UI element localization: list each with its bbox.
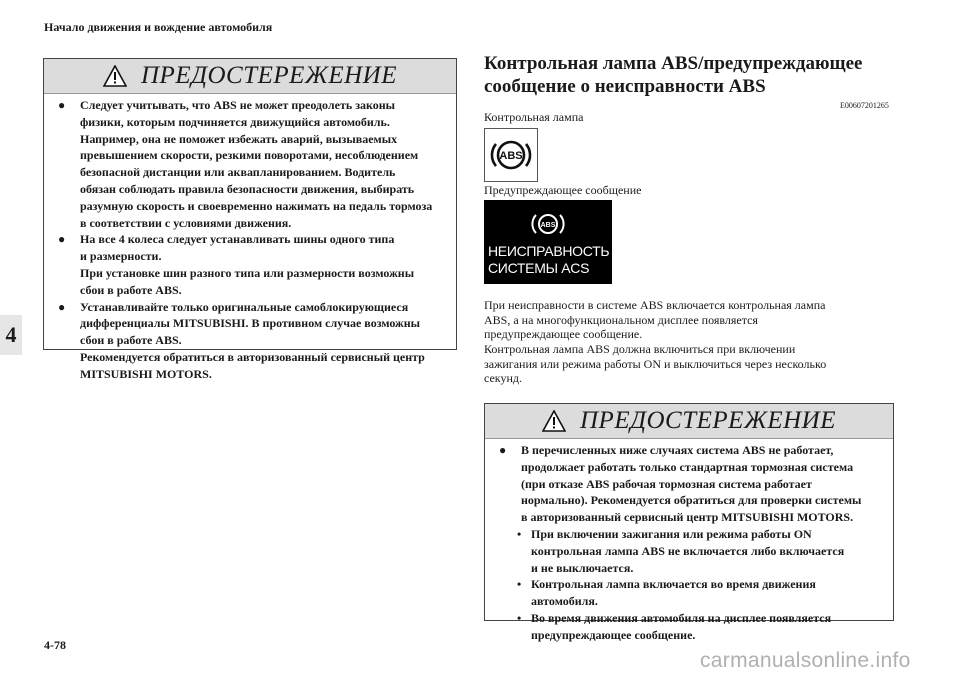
warning-line: Устанавливайте только оригинальные самоблокирующиеся — [80, 299, 409, 314]
warning-line: При включении зажигания или режима работы ON — [531, 526, 812, 541]
message-label: Предупреждающее сообщение — [484, 183, 642, 197]
paragraph-line: Контрольная лампа ABS должна включиться при включении — [484, 342, 796, 356]
paragraph-line: зажигания или режима работы ON и выключиться через несколько — [484, 356, 827, 371]
lamp-label: Контрольная лампа — [484, 110, 584, 124]
paragraph-line: предупреждающее сообщение. — [484, 327, 643, 341]
abs-lamp-frame — [484, 128, 538, 182]
warning-body — [44, 94, 456, 387]
warning-line: в авторизованный сервисный центр MITSUBISHI MOTORS. — [521, 510, 854, 525]
warning-title: ПРЕДОСТЕРЕЖЕНИЕ — [580, 407, 836, 434]
warning-line: дифференциалы MITSUBISHI. В противном случае возможны — [80, 316, 421, 331]
warning-line: безопасной дистанции или аквапланированием. Водитель — [80, 165, 396, 180]
abs-display-text: ABS — [540, 222, 556, 229]
sub-bullet: • — [517, 526, 522, 541]
warning-item — [58, 97, 446, 231]
warning-subitem — [499, 576, 883, 610]
paragraph-line: секунд. — [484, 371, 522, 385]
sub-bullet: • — [517, 610, 522, 625]
warning-box-left — [43, 58, 457, 381]
paragraph-line: При неисправности в системе ABS включается контрольная лампа — [484, 298, 826, 312]
warning-line: превышением скорости, резкими поворотами, несоблюдением — [80, 148, 419, 163]
paragraph — [484, 342, 894, 386]
display-message-line: СИСТЕМЫ ACS — [488, 260, 590, 276]
bullet: ● — [499, 443, 507, 457]
warning-line: При установке шин разного типа или размерности возможны — [80, 265, 415, 280]
section-code: E00607201265 — [840, 101, 889, 110]
warning-line: обязан соблюдать правила безопасности движения, выбирать — [80, 181, 415, 196]
abs-lamp-text: ABS — [499, 150, 523, 162]
warning-item — [499, 442, 883, 526]
warning-line: автомобиля. — [531, 594, 598, 609]
paragraph-line: ABS, а на многофункциональном дисплее появляется — [484, 312, 758, 327]
warning-triangle-icon — [542, 410, 566, 432]
warning-line: сбои в работе ABS. — [80, 333, 182, 348]
warning-body — [485, 439, 893, 648]
warning-line: нормально). Рекомендуется обратиться для проверки системы — [521, 493, 862, 508]
warning-line: Следует учитывать, что ABS не может преодолеть законы — [80, 98, 396, 112]
warning-line: MITSUBISHI MOTORS. — [80, 366, 212, 381]
section-title-line: Контрольная лампа ABS/предупреждающее — [484, 53, 863, 74]
warning-line: (при отказе ABS рабочая тормозная система работает — [521, 476, 812, 491]
bullet: ● — [58, 299, 66, 314]
warning-line: Во время движения автомобиля на дисплее появляется — [531, 610, 832, 625]
warning-line: продолжает работать только стандартная тормозная система — [521, 459, 854, 474]
bullet: ● — [58, 232, 66, 247]
warning-line: разумную скорость и своевременно нажимать на педаль тормоза — [80, 198, 433, 213]
bullet: ● — [58, 98, 66, 112]
warning-line: физики, которым подчиняется движущийся автомобиль. — [80, 114, 390, 129]
warning-box-right — [484, 403, 894, 642]
warning-line: в соответствии с условиями движения. — [80, 215, 292, 230]
warning-line: В перечисленных ниже случаях система ABS не работает, — [521, 443, 834, 457]
abs-warning-lamp-icon — [485, 129, 537, 181]
warning-line: Например, она не поможет избежать аварий, вызываемых — [80, 131, 398, 146]
sub-bullet: • — [517, 577, 522, 592]
chapter-tab: 4 — [0, 315, 22, 355]
warning-line: контрольная лампа ABS не включается либо включается — [531, 543, 845, 558]
warning-line: На все 4 колеса следует устанавливать шины одного типа — [80, 232, 395, 247]
warning-item — [58, 299, 446, 383]
page-header: Начало движения и вождение автомобиля — [44, 20, 273, 34]
section-title — [484, 52, 894, 98]
page-number: 4-78 — [44, 638, 66, 652]
paragraph — [484, 298, 894, 342]
warning-subitem — [499, 610, 883, 644]
warning-triangle-icon — [103, 65, 127, 87]
warning-line: сбои в работе ABS. — [80, 282, 182, 297]
display-message-line: НЕИСПРАВНОСТЬ — [488, 243, 610, 259]
warning-title: ПРЕДОСТЕРЕЖЕНИЕ — [141, 62, 397, 89]
watermark: carmanualsonline.info — [700, 649, 911, 672]
warning-header — [485, 404, 893, 439]
warning-subitem — [499, 526, 883, 576]
warning-line: и размерности. — [80, 249, 162, 264]
warning-header — [44, 59, 456, 94]
warning-item — [58, 231, 446, 298]
warning-line: Рекомендуется обратиться в авторизованный сервисный центр — [80, 349, 425, 364]
section-title-line: сообщение о неисправности ABS — [484, 76, 766, 97]
warning-line: предупреждающее сообщение. — [531, 627, 696, 642]
warning-line: Контрольная лампа включается во время движения — [531, 577, 816, 592]
warning-line: и не выключается. — [531, 560, 634, 575]
